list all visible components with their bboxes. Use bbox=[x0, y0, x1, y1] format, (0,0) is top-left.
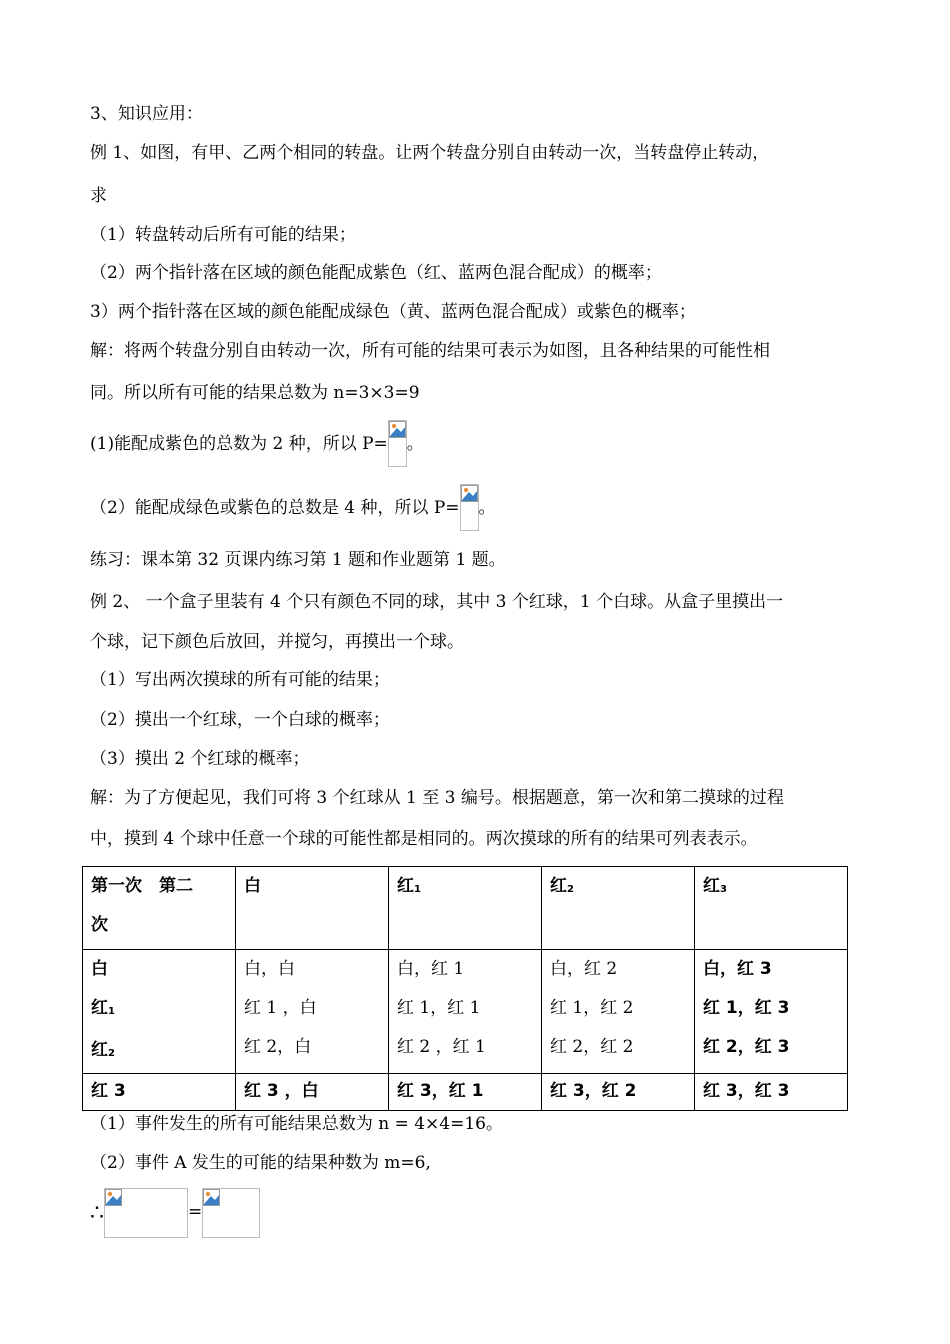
cell-value: 红 3，红 2 bbox=[550, 1081, 637, 1101]
line-e2-question2: （2）摸出一个红球，一个白球的概率； bbox=[90, 710, 390, 730]
broken-image-icon bbox=[388, 420, 407, 467]
header-white: 白 bbox=[244, 876, 261, 896]
cell-value: 红 2，白 bbox=[244, 1037, 312, 1057]
table-row bbox=[83, 1074, 848, 1111]
table-row-label bbox=[83, 1074, 236, 1111]
line-solution1: 解：将两个转盘分别自由转动一次，所有可能的结果可表示为如图，且各种结果的可能性相 bbox=[90, 341, 770, 361]
row-label-red1: 红 bbox=[91, 998, 108, 1018]
line-solution2-cont: 中，摸到 4 个球中任意一个球的可能性都是相同的。两次摸球的所有的结果可列表表示。 bbox=[90, 829, 758, 849]
results-table bbox=[82, 866, 848, 1111]
header-red1: 红 bbox=[397, 876, 414, 896]
table-cell bbox=[236, 950, 389, 1074]
answer1-text: (1)能配成紫色的总数为 2 种，所以 P= bbox=[90, 434, 388, 454]
table-header-cell bbox=[236, 867, 389, 950]
table-row bbox=[83, 950, 848, 1074]
broken-image-icon bbox=[460, 484, 479, 531]
table-header-corner bbox=[83, 867, 236, 950]
table-header-cell bbox=[695, 867, 848, 950]
corner-label-line2: 次 bbox=[91, 915, 108, 935]
row-label-red1-sub: 1 bbox=[108, 1006, 115, 1017]
line-example2-cont: 个球，记下颜色后放回，并搅匀，再摸出一个球。 bbox=[90, 632, 464, 652]
corner-label-line1: 第一次 第二 bbox=[91, 876, 193, 896]
therefore-symbol: ∴ bbox=[90, 1201, 104, 1226]
answer1-period: 。 bbox=[406, 434, 424, 454]
cell-value: 红 1，红 2 bbox=[550, 998, 634, 1018]
line-result1: （1）事件发生的所有可能结果总数为 n = 4×4=16。 bbox=[90, 1114, 503, 1134]
line-e2-question3: （3）摸出 2 个红球的概率； bbox=[90, 749, 310, 769]
line-therefore bbox=[90, 1188, 260, 1240]
table-cell bbox=[695, 1074, 848, 1111]
table-row-labels bbox=[83, 950, 236, 1074]
cell-value: 红 1 ，白 bbox=[244, 998, 317, 1018]
cell-value: 红 2 ，红 1 bbox=[397, 1037, 486, 1057]
answer2-period: 。 bbox=[478, 498, 496, 518]
line-example1-text: 例 1、如图，有甲、乙两个相同的转盘。让两个转盘分别自由转动一次，当转盘停止转动， bbox=[90, 143, 770, 163]
header-red2: 红 bbox=[550, 876, 567, 896]
line-question1: （1）转盘转动后所有可能的结果； bbox=[90, 225, 356, 245]
line-result2: （2）事件 A 发生的可能的结果种数为 m=6, bbox=[90, 1153, 431, 1173]
cell-value: 红 1，红 3 bbox=[703, 998, 790, 1018]
line-question2: （2）两个指针落在区域的颜色能配成紫色（红、蓝两色混合配成）的概率； bbox=[90, 263, 662, 283]
table-row bbox=[83, 867, 848, 950]
line-section-heading: 3、知识应用： bbox=[90, 104, 203, 124]
row-label-red3: 红 3 bbox=[91, 1081, 126, 1101]
table-cell bbox=[542, 950, 695, 1074]
line-e2-question1: （1）写出两次摸球的所有可能的结果； bbox=[90, 670, 390, 690]
cell-value: 红 3 ，白 bbox=[244, 1081, 319, 1101]
header-red1-sub: 1 bbox=[414, 884, 421, 895]
cell-value: 红 2，红 2 bbox=[550, 1037, 634, 1057]
cell-value: 红 3，红 3 bbox=[703, 1081, 790, 1101]
table-cell bbox=[389, 1074, 542, 1111]
line-example1-cont: 求 bbox=[90, 186, 107, 206]
header-red2-sub: 2 bbox=[567, 884, 574, 895]
broken-image-icon bbox=[104, 1188, 188, 1238]
cell-value: 白，红 1 bbox=[397, 959, 465, 979]
cell-value: 红 3，红 1 bbox=[397, 1081, 484, 1101]
line-answer1 bbox=[90, 420, 424, 470]
line-exercise: 练习：课本第 32 页课内练习第 1 题和作业题第 1 题。 bbox=[90, 550, 506, 570]
header-red3: 红 bbox=[703, 876, 720, 896]
cell-value: 白，红 2 bbox=[550, 959, 618, 979]
answer2-text: （2）能配成绿色或紫色的总数是 4 种，所以 P= bbox=[90, 498, 460, 518]
table-cell bbox=[389, 950, 542, 1074]
table-cell bbox=[236, 1074, 389, 1111]
row-label-white: 白 bbox=[91, 959, 108, 979]
line-example2-text: 例 2、 一个盒子里装有 4 个只有颜色不同的球，其中 3 个红球，1 个白球。从盒子里摸出一 bbox=[90, 592, 784, 612]
header-red3-sub: 3 bbox=[720, 884, 727, 895]
broken-image-icon bbox=[202, 1188, 260, 1238]
line-question3: 3）两个指针落在区域的颜色能配成绿色（黄、蓝两色混合配成）或紫色的概率； bbox=[90, 302, 696, 322]
cell-value: 白，红 3 bbox=[703, 959, 772, 979]
line-solution2: 解：为了方便起见，我们可将 3 个红球从 1 至 3 编号。根据题意，第一次和第二摸球的过程 bbox=[90, 788, 784, 808]
table-header-cell bbox=[542, 867, 695, 950]
row-label-red2-sub: 2 bbox=[108, 1048, 115, 1059]
row-label-red2: 红 bbox=[91, 1040, 108, 1060]
cell-value: 白，白 bbox=[244, 959, 295, 979]
cell-value: 红 1，红 1 bbox=[397, 998, 481, 1018]
equals-symbol: = bbox=[188, 1202, 203, 1222]
table-cell bbox=[542, 1074, 695, 1111]
line-answer2 bbox=[90, 484, 496, 534]
table-cell bbox=[695, 950, 848, 1074]
table-header-cell bbox=[389, 867, 542, 950]
cell-value: 红 2，红 3 bbox=[703, 1037, 790, 1057]
line-solution1-cont: 同。所以所有可能的结果总数为 n=3×3=9 bbox=[90, 383, 420, 403]
